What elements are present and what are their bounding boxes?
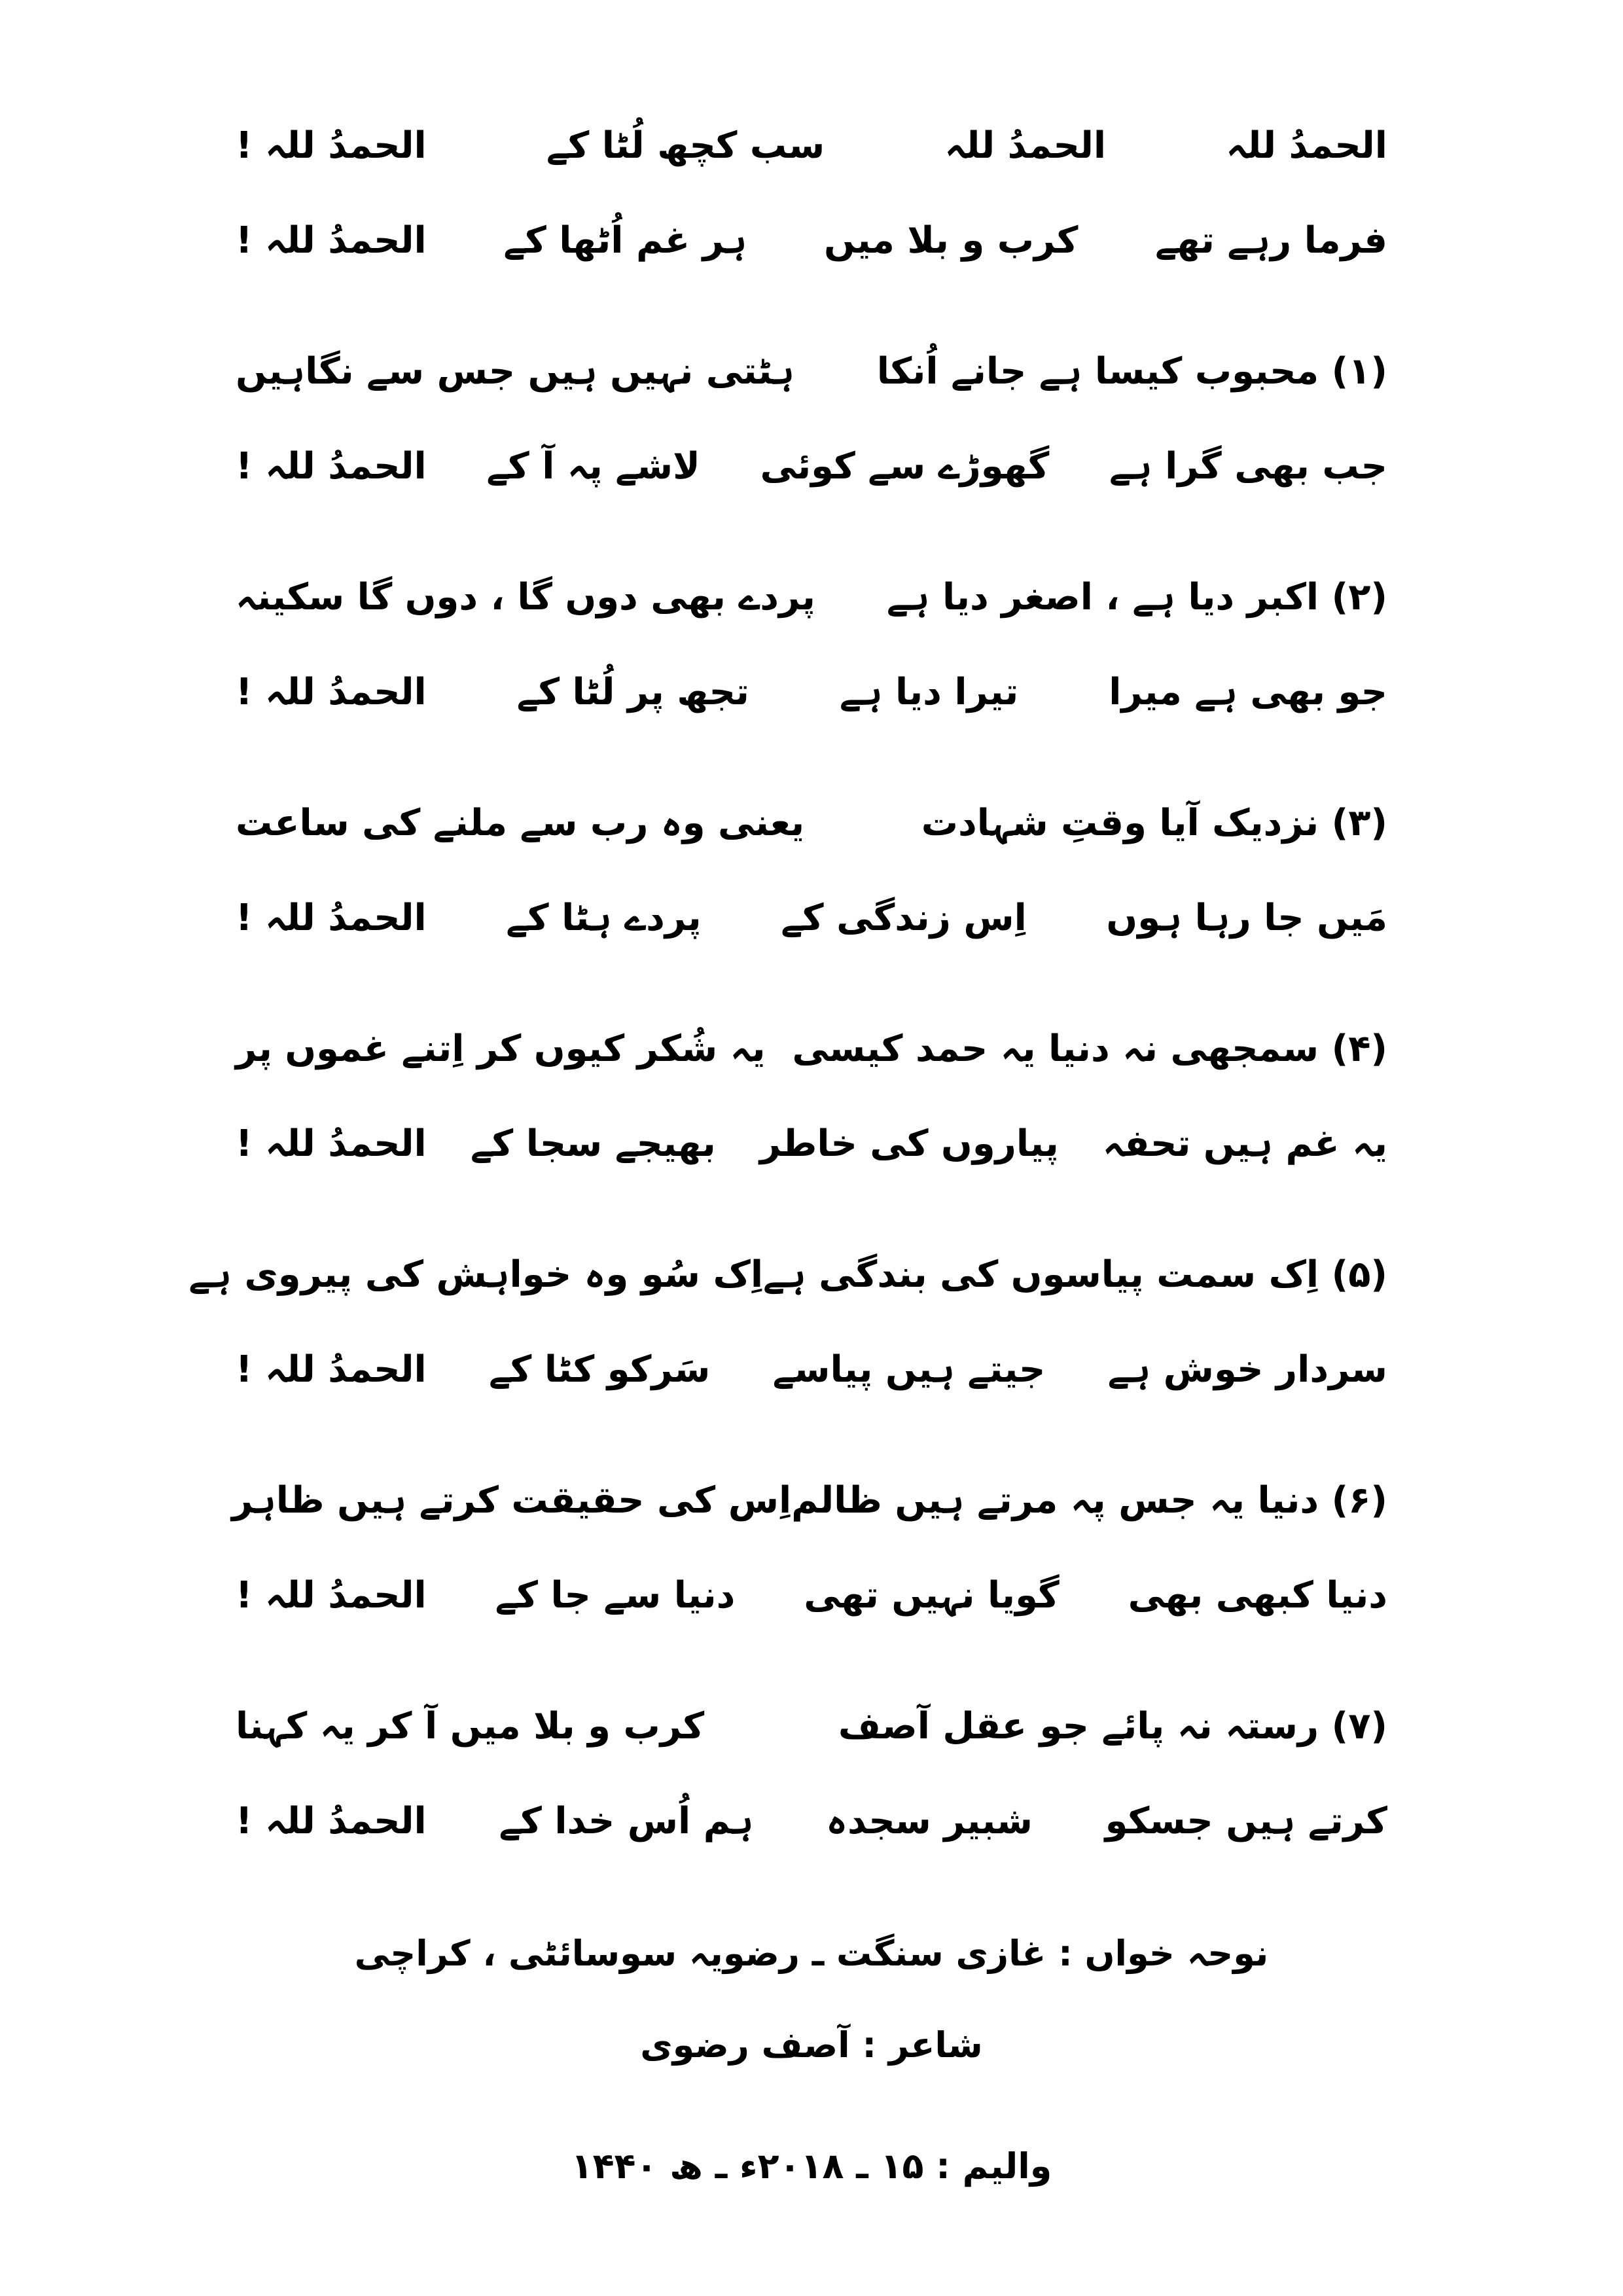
verse-4 <box>236 1001 1387 1191</box>
verse-segment: الحمدُ للہ ! <box>236 124 427 167</box>
verse-7-line-1 <box>236 1679 1387 1774</box>
verse-segment: الحمدُ للہ ! <box>236 1348 427 1391</box>
verse-segment: الحمدُ للہ ! <box>236 1800 427 1842</box>
volume-line: والیم : ۱۵ ـ ۲۰۱۸ء ـ ھ ۱۴۴۰ <box>571 2145 1052 2187</box>
footer <box>236 1908 1387 2212</box>
verse-segment: بھیجے سجا کے <box>470 1122 716 1165</box>
verse-segment: فرما رہے تھے <box>1155 219 1387 262</box>
verse-segment: (۶) دنیا یہ جس پہ مرتے ہیں ظالم <box>791 1479 1387 1522</box>
verse-segment: پردے ہٹا کے <box>506 897 702 939</box>
verse-segment: پیاروں کی خاطر <box>759 1122 1059 1165</box>
verse-segment: الحمدُ للہ ! <box>236 671 427 713</box>
verse-segment: الحمدُ للہ ! <box>236 897 427 939</box>
verse-segment: (۴) سمجھی نہ دنیا یہ حمد کیسی <box>792 1028 1387 1070</box>
verse-segment: تجھ پر لُٹا کے <box>516 671 749 713</box>
verse-segment: ہم اُس خدا کے <box>499 1800 754 1842</box>
verse-2-line-1 <box>236 550 1387 645</box>
verse-2-line-2 <box>236 645 1387 740</box>
verse-segment: الحمدُ للہ ! <box>236 445 427 488</box>
verse-5-line-2 <box>236 1322 1387 1417</box>
verse-segment: یہ شُکر کیوں کر اِتنے غموں پر <box>236 1028 766 1070</box>
opening-line-1 <box>236 98 1387 193</box>
verse-segment: اِس زندگی کے <box>781 897 1027 939</box>
verse-3 <box>236 776 1387 965</box>
verse-segment: کرتے ہیں جسکو <box>1105 1800 1387 1842</box>
verse-segment: سردار خوش ہے <box>1107 1348 1387 1391</box>
verse-segment: پردے بھی دوں گا ، دوں گا سکینہ <box>236 576 815 619</box>
verse-1 <box>236 324 1387 514</box>
verse-6-line-1 <box>232 1453 1387 1548</box>
verse-segment: کرب و بلا میں آ کر یہ کہنا <box>236 1705 705 1748</box>
verse-segment: شبیر سجدہ <box>826 1800 1033 1842</box>
verse-segment: کرب و بلا میں <box>823 219 1079 262</box>
verse-segment: لاشے پہ آ کے <box>486 445 700 488</box>
verse-segment: دنیا کبھی بھی <box>1128 1574 1387 1617</box>
verse-segment: سَرکو کٹا کے <box>488 1348 711 1391</box>
verse-1-line-1 <box>236 324 1387 419</box>
verse-6-line-2 <box>236 1548 1387 1643</box>
verse-segment: الحمدُ للہ <box>1226 124 1387 167</box>
verse-segment: الحمدُ للہ ! <box>236 1122 427 1165</box>
verse-7 <box>236 1679 1387 1869</box>
verse-4-line-1 <box>236 1001 1387 1096</box>
verse-segment: یہ غم ہیں تحفہ <box>1102 1122 1387 1165</box>
verse-segment: الحمدُ للہ <box>944 124 1107 167</box>
verse-segment: (۷) رستہ نہ پائے جو عقل آصف <box>838 1705 1387 1748</box>
verse-3-line-2 <box>236 870 1387 965</box>
verse-segment: یعنی وہ رب سے ملنے کی ساعت <box>236 802 805 844</box>
verses-container <box>188 324 1387 1869</box>
verse-segment: الحمدُ للہ ! <box>236 1574 427 1617</box>
verse-segment: سب کچھ لُٹا کے <box>546 124 825 167</box>
verse-segment: اِک سُو وہ خواہش کی پیروی ہے <box>188 1253 764 1296</box>
verse-segment: جو بھی ہے میرا <box>1109 671 1387 713</box>
reciter-line: نوحہ خواں : غازی سنگت ـ رضویہ سوسائٹی ، کراچی <box>354 1933 1269 1974</box>
poem <box>188 0 1387 2212</box>
verse-segment: تیرا دیا ہے <box>839 671 1019 713</box>
verse-segment: جب بھی گرا ہے <box>1109 445 1387 488</box>
verse-3-line-1 <box>236 776 1387 870</box>
verse-segment: مَیں جا رہا ہوں <box>1106 897 1387 939</box>
verse-5 <box>188 1227 1387 1417</box>
verse-segment: دنیا سے جا کے <box>495 1574 736 1617</box>
verse-6 <box>232 1453 1387 1643</box>
verse-2 <box>236 550 1387 740</box>
verse-segment: (۳) نزدیک آیا وقتِ شہادت <box>921 802 1387 844</box>
verse-segment: الحمدُ للہ ! <box>236 219 427 262</box>
verse-segment: اِس کی حقیقت کرتے ہیں ظاہر <box>232 1479 792 1522</box>
verse-4-line-2 <box>236 1096 1387 1191</box>
verse-segment: (۵) اِک سمت پیاسوں کی بندگی ہے <box>763 1253 1387 1296</box>
opening-line-2 <box>236 193 1387 288</box>
verse-segment: (۱) محبوب کیسا ہے جانے اُنکا <box>876 350 1387 393</box>
poet-line: شاعر : آصف رضوی <box>640 2024 983 2066</box>
verse-segment: ہر غم اُٹھا کے <box>503 219 747 262</box>
verse-segment: گھوڑے سے کوئی <box>760 445 1050 488</box>
verse-segment: ہٹتی نہیں ہیں جس سے نگاہیں <box>236 350 794 393</box>
verse-segment: جیتے ہیں پیاسے <box>772 1348 1046 1391</box>
verse-segment: (۲) اکبر دیا ہے ، اصغر دیا ہے <box>886 576 1387 619</box>
verse-7-line-2 <box>236 1774 1387 1869</box>
verse-1-line-2 <box>236 419 1387 514</box>
opening-couplet <box>236 98 1387 288</box>
verse-5-line-1 <box>188 1227 1387 1322</box>
verse-segment: گویا نہیں تھی <box>804 1574 1060 1617</box>
